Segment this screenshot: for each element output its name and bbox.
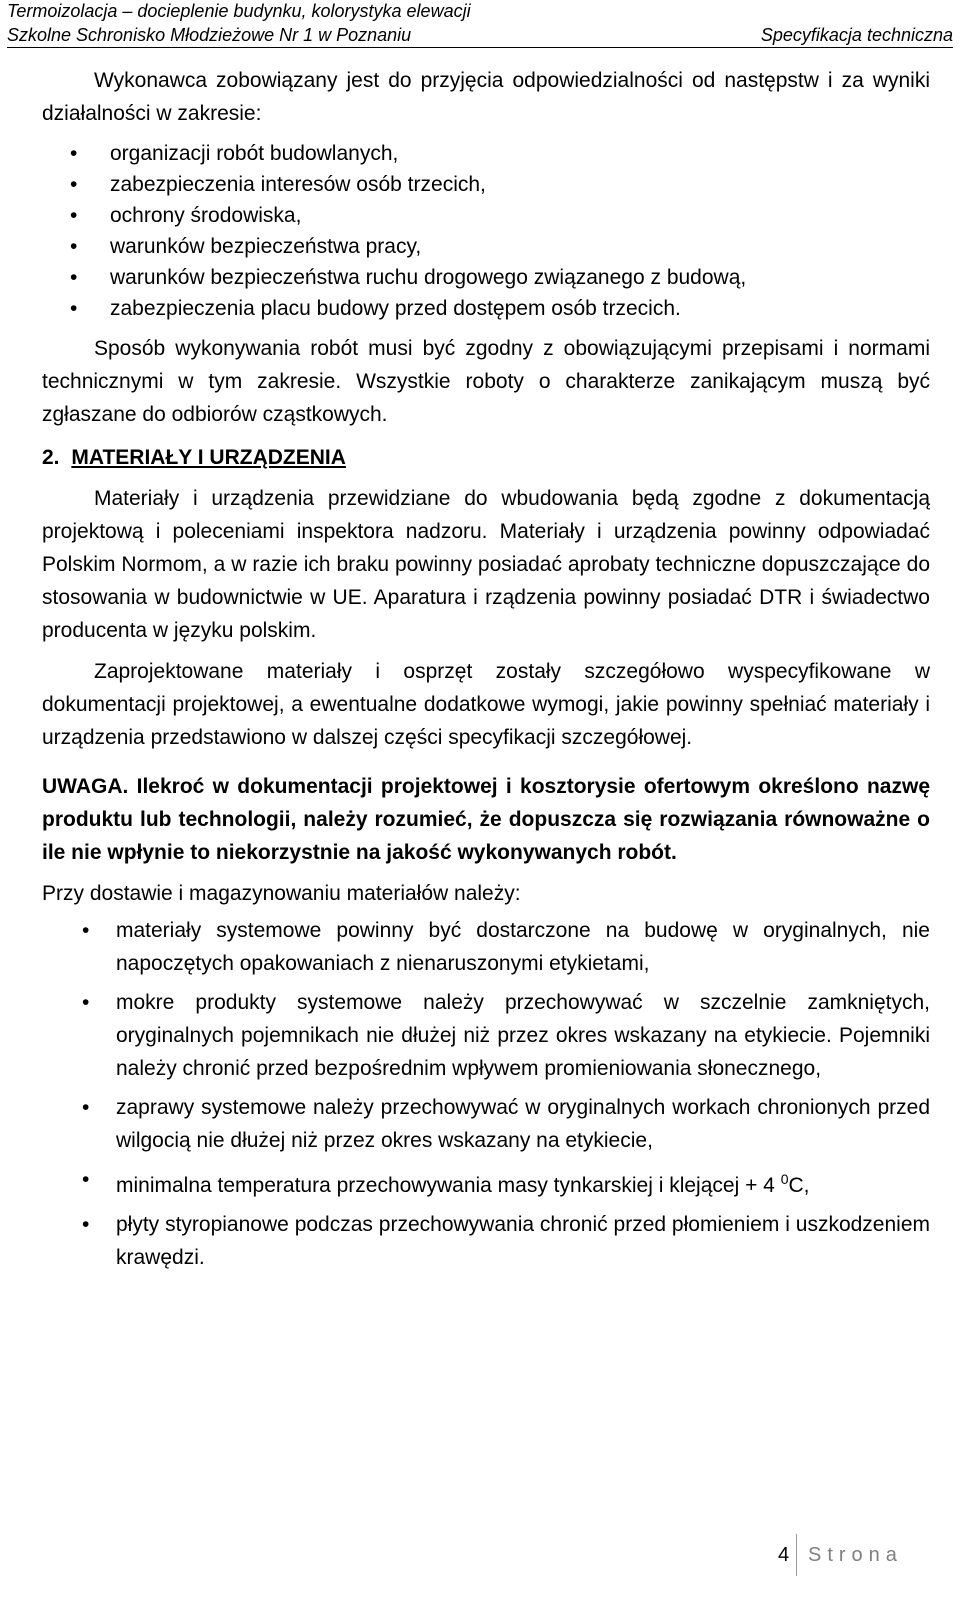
list-item: • ochrony środowiska, bbox=[110, 200, 930, 231]
page-header bbox=[7, 0, 953, 48]
storage-list bbox=[42, 914, 930, 1274]
section-number: 2. bbox=[42, 446, 60, 469]
list-item: • zabezpieczenia interesów osób trzecich, bbox=[110, 169, 930, 200]
document-body bbox=[42, 64, 930, 1280]
temperature-unit: C, bbox=[788, 1174, 810, 1197]
responsibility-list bbox=[42, 138, 930, 324]
list-item: • płyty styropianowe podczas przechowywania chronić przed płomieniem i uszkodzeniem krawędzi. bbox=[116, 1208, 930, 1274]
list-item: • organizacji robót budowlanych, bbox=[110, 138, 930, 169]
list-item: • zaprawy systemowe należy przechowywać w oryginalnych workach chronionych przed wilgocią nie dłużej niż przez okres wskazany na etykiecie, bbox=[116, 1091, 930, 1157]
section-title: MATERIAŁY I URZĄDZENIA bbox=[71, 446, 346, 469]
page-label: Strona bbox=[808, 1544, 903, 1566]
specification-paragraph: Zaprojektowane materiały i osprzęt zostały szczegółowo wyspecyfikowane w dokumentacji projektowej, a ewentualne dodatkowe wymogi, jakie powinny spełniać materiały i urządzenia przedstawiono w dalszej części specyfikacji szczegółowej. bbox=[42, 660, 930, 749]
page-footer bbox=[778, 1534, 906, 1576]
header-rule bbox=[7, 47, 953, 48]
list-item: • materiały systemowe powinny być dostarczone na budowę w oryginalnych, nie napoczętych opakowaniach z nienaruszonymi etykietami, bbox=[116, 914, 930, 980]
section-heading bbox=[42, 441, 930, 474]
footer-divider bbox=[796, 1534, 797, 1576]
compliance-paragraph: Sposób wykonywania robót musi być zgodny z obowiązującymi przepisami i normami technicznymi w tym zakresie. Wszystkie roboty o charakterze zanikającym muszą być zgłaszane do odbiorów cząstkowych. bbox=[42, 337, 930, 426]
page-number: 4 bbox=[778, 1544, 790, 1566]
warning-paragraph: UWAGA. Ilekroć w dokumentacji projektowej i kosztorysie ofertowym określono nazwę produktu lub technologii, należy rozumieć, że dopuszcza się rozwiązania równoważne o ile nie wpłynie to niekorzystnie na jakość wykonywanych robót. bbox=[42, 775, 930, 864]
list-item bbox=[116, 1163, 930, 1202]
temperature-text: minimalna temperatura przechowywania masy tynkarskiej i klejącej + 4 bbox=[116, 1174, 781, 1197]
list-item: • warunków bezpieczeństwa ruchu drogowego związanego z budową, bbox=[110, 262, 930, 293]
header-title: Termoizolacja – docieplenie budynku, kolorystyka elewacji bbox=[7, 1, 471, 21]
list-item: • warunków bezpieczeństwa pracy, bbox=[110, 231, 930, 262]
list-item: • zabezpieczenia placu budowy przed dostępem osób trzecich. bbox=[110, 293, 930, 324]
header-line-2 bbox=[7, 23, 953, 47]
header-subtitle: Szkolne Schronisko Młodzieżowe Nr 1 w Poznaniu bbox=[7, 25, 412, 45]
intro-paragraph: Wykonawca zobowiązany jest do przyjęcia odpowiedzialności od następstw i za wyniki działalności w zakresie: bbox=[42, 69, 930, 125]
storage-intro: Przy dostawie i magazynowaniu materiałów należy: bbox=[42, 882, 521, 905]
degree-superscript: 0 bbox=[780, 1171, 789, 1187]
materials-paragraph: Materiały i urządzenia przewidziane do wbudowania będą zgodne z dokumentacją projektową i poleceniami inspektora nadzoru. Materiały i urządzenia powinny odpowiadać Polskim Normom, a w razie ich braku powinny posiadać aprobaty techniczne dopuszczające do stosowania w budownictwie w UE. Aparatura i rządzenia powinny posiadać DTR i świadectwo producenta w języku polskim. bbox=[42, 487, 930, 642]
header-doc-type: Specyfikacja techniczna bbox=[760, 25, 953, 45]
list-item: • mokre produkty systemowe należy przechowywać w szczelnie zamkniętych, oryginalnych pojemnikach nie dłużej niż przez okres wskazany na etykiecie. Pojemniki należy chronić przed bezpośrednim wpływem promieniowania słonecznego, bbox=[116, 986, 930, 1085]
